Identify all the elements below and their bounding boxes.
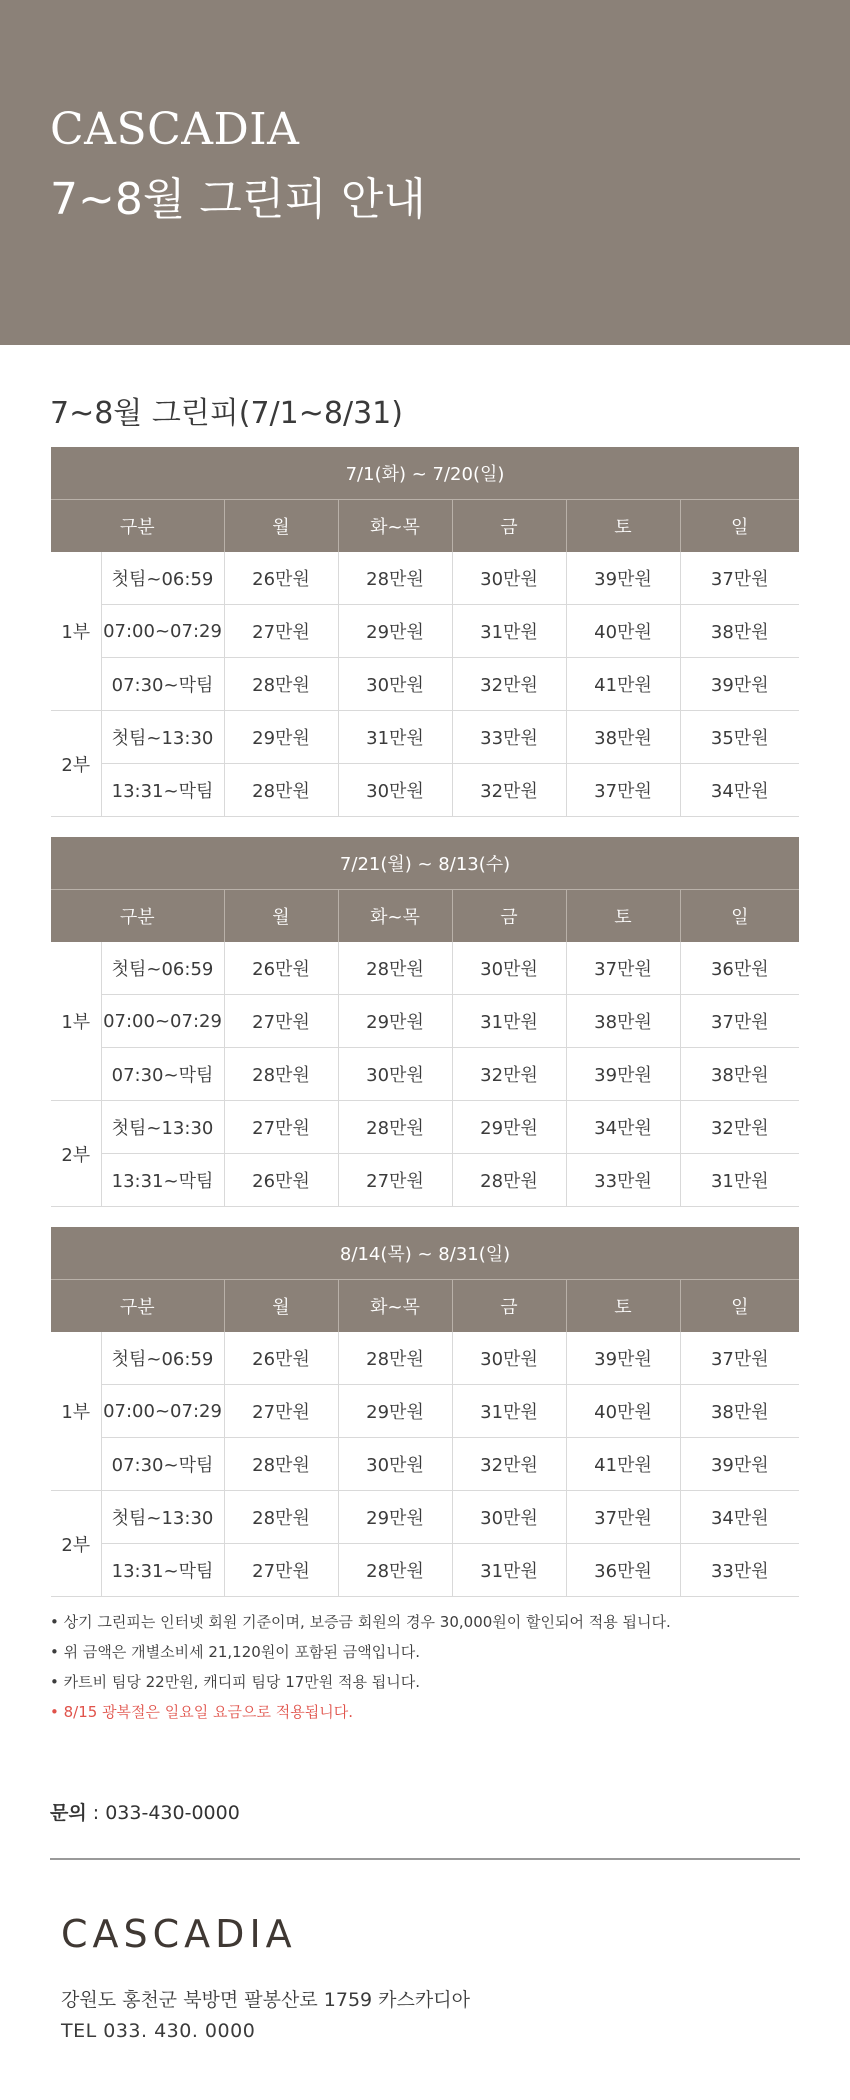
price-cell: 27만원 (224, 1544, 338, 1597)
price-table (51, 1227, 799, 1597)
time-range: 07:30~막팀 (101, 1048, 224, 1101)
price-cell: 30만원 (338, 1048, 452, 1101)
price-cell: 34만원 (680, 764, 799, 817)
inquiry (50, 1798, 240, 1825)
price-cell: 28만원 (338, 1101, 452, 1154)
price-cell: 40만원 (566, 1385, 680, 1438)
part-label: 1부 (51, 942, 101, 1101)
price-cell: 30만원 (338, 1438, 452, 1491)
price-cell: 38만원 (680, 1048, 799, 1101)
price-table (51, 837, 799, 1207)
price-cell: 37만원 (680, 995, 799, 1048)
table-row (51, 764, 799, 817)
price-table-2 (51, 837, 799, 1207)
price-cell: 36만원 (566, 1544, 680, 1597)
price-cell: 30만원 (452, 1491, 566, 1544)
divider (50, 1858, 800, 1860)
price-cell: 31만원 (452, 1544, 566, 1597)
price-cell: 29만원 (338, 1491, 452, 1544)
time-range: 첫팀~13:30 (101, 711, 224, 764)
time-range: 07:00~07:29 (101, 1385, 224, 1438)
price-cell: 31만원 (338, 711, 452, 764)
part-label: 2부 (51, 1491, 101, 1597)
table-row (51, 1101, 799, 1154)
price-cell: 38만원 (566, 711, 680, 764)
column-header: 월 (224, 1280, 338, 1333)
part-label: 2부 (51, 711, 101, 817)
price-cell: 34만원 (566, 1101, 680, 1154)
price-cell: 27만원 (224, 1101, 338, 1154)
price-cell: 29만원 (338, 995, 452, 1048)
price-cell: 38만원 (680, 1385, 799, 1438)
column-header: 일 (680, 500, 799, 553)
price-cell: 39만원 (566, 1048, 680, 1101)
price-cell: 29만원 (224, 711, 338, 764)
price-table (51, 447, 799, 817)
price-cell: 26만원 (224, 1154, 338, 1207)
price-cell: 29만원 (338, 1385, 452, 1438)
column-header: 화~목 (338, 890, 452, 943)
price-cell: 31만원 (452, 995, 566, 1048)
price-cell: 37만원 (566, 764, 680, 817)
table-row (51, 1438, 799, 1491)
price-cell: 30만원 (338, 658, 452, 711)
column-header: 화~목 (338, 1280, 452, 1333)
table-row (51, 1385, 799, 1438)
column-header: 구분 (51, 500, 224, 553)
table-row (51, 1048, 799, 1101)
column-header: 일 (680, 1280, 799, 1333)
price-cell: 37만원 (680, 1332, 799, 1385)
price-cell: 30만원 (338, 764, 452, 817)
part-label: 1부 (51, 1332, 101, 1491)
table-row (51, 1544, 799, 1597)
time-range: 13:31~막팀 (101, 1544, 224, 1597)
notes-list (50, 1607, 671, 1727)
price-cell: 28만원 (338, 1332, 452, 1385)
column-header: 금 (452, 1280, 566, 1333)
price-cell: 32만원 (452, 1048, 566, 1101)
price-cell: 28만원 (224, 1491, 338, 1544)
price-cell: 28만원 (224, 658, 338, 711)
price-cell: 41만원 (566, 1438, 680, 1491)
price-cell: 28만원 (452, 1154, 566, 1207)
price-cell: 28만원 (224, 1048, 338, 1101)
price-cell: 30만원 (452, 942, 566, 995)
column-header: 금 (452, 500, 566, 553)
note-item: • 위 금액은 개별소비세 21,120원이 포함된 금액입니다. (50, 1643, 421, 1661)
column-header: 구분 (51, 890, 224, 943)
price-cell: 39만원 (566, 1332, 680, 1385)
inquiry-separator: : (86, 1802, 106, 1824)
price-cell: 29만원 (338, 605, 452, 658)
column-header: 토 (566, 500, 680, 553)
price-cell: 33만원 (566, 1154, 680, 1207)
note-item: • 카트비 팀당 22만원, 캐디피 팀당 17만원 적용 됩니다. (50, 1673, 421, 1691)
price-cell: 27만원 (224, 995, 338, 1048)
price-cell: 28만원 (338, 552, 452, 605)
time-range: 07:00~07:29 (101, 605, 224, 658)
table-row (51, 552, 799, 605)
column-header: 토 (566, 1280, 680, 1333)
price-cell: 31만원 (680, 1154, 799, 1207)
price-cell: 30만원 (452, 1332, 566, 1385)
price-cell: 39만원 (680, 658, 799, 711)
price-cell: 28만원 (338, 942, 452, 995)
part-label: 2부 (51, 1101, 101, 1207)
time-range: 07:30~막팀 (101, 1438, 224, 1491)
table-row (51, 1491, 799, 1544)
table-row (51, 711, 799, 764)
price-cell: 36만원 (680, 942, 799, 995)
price-cell: 39만원 (566, 552, 680, 605)
price-cell: 41만원 (566, 658, 680, 711)
hero-brand: CASCADIA (50, 104, 300, 155)
part-label: 1부 (51, 552, 101, 711)
time-range: 13:31~막팀 (101, 1154, 224, 1207)
section-title: 7~8월 그린피(7/1~8/31) (50, 396, 403, 431)
price-cell: 32만원 (452, 658, 566, 711)
inquiry-label: 문의 (50, 1802, 87, 1824)
column-header: 금 (452, 890, 566, 943)
price-cell: 31만원 (452, 1385, 566, 1438)
column-header: 월 (224, 890, 338, 943)
period-header: 7/21(월) ~ 8/13(수) (51, 837, 799, 890)
period-header: 7/1(화) ~ 7/20(일) (51, 447, 799, 500)
time-range: 첫팀~06:59 (101, 1332, 224, 1385)
price-cell: 32만원 (452, 764, 566, 817)
hero-banner (0, 0, 850, 345)
footer-address: 강원도 홍천군 북방면 팔봉산로 1759 카스카디아 (61, 1989, 470, 2011)
table-row (51, 1154, 799, 1207)
price-cell: 27만원 (338, 1154, 452, 1207)
price-cell: 27만원 (224, 1385, 338, 1438)
table-row (51, 1332, 799, 1385)
price-cell: 33만원 (452, 711, 566, 764)
note-item: • 상기 그린피는 인터넷 회원 기준이며, 보증금 회원의 경우 30,000원이 할인되어 적용 됩니다. (50, 1613, 671, 1631)
price-cell: 35만원 (680, 711, 799, 764)
price-cell: 37만원 (566, 942, 680, 995)
column-header: 화~목 (338, 500, 452, 553)
price-cell: 40만원 (566, 605, 680, 658)
table-row (51, 658, 799, 711)
price-cell: 26만원 (224, 1332, 338, 1385)
price-cell: 31만원 (452, 605, 566, 658)
time-range: 첫팀~13:30 (101, 1101, 224, 1154)
price-cell: 38만원 (680, 605, 799, 658)
price-table-1 (51, 447, 799, 817)
price-cell: 37만원 (680, 552, 799, 605)
price-cell: 32만원 (452, 1438, 566, 1491)
price-cell: 26만원 (224, 942, 338, 995)
price-cell: 26만원 (224, 552, 338, 605)
price-cell: 30만원 (452, 552, 566, 605)
price-cell: 32만원 (680, 1101, 799, 1154)
time-range: 13:31~막팀 (101, 764, 224, 817)
column-header: 일 (680, 890, 799, 943)
time-range: 07:30~막팀 (101, 658, 224, 711)
table-row (51, 942, 799, 995)
price-table-3 (51, 1227, 799, 1597)
inquiry-phone: 033-430-0000 (105, 1802, 240, 1824)
time-range: 첫팀~13:30 (101, 1491, 224, 1544)
note-item: • 8/15 광복절은 일요일 요금으로 적용됩니다. (50, 1703, 353, 1721)
price-cell: 28만원 (224, 764, 338, 817)
price-cell: 38만원 (566, 995, 680, 1048)
table-row (51, 605, 799, 658)
price-cell: 29만원 (452, 1101, 566, 1154)
footer-logo: CASCADIA (61, 1912, 297, 1956)
price-cell: 34만원 (680, 1491, 799, 1544)
column-header: 월 (224, 500, 338, 553)
price-cell: 33만원 (680, 1544, 799, 1597)
time-range: 첫팀~06:59 (101, 552, 224, 605)
hero-title: 7~8월 그린피 안내 (50, 174, 426, 225)
period-header: 8/14(목) ~ 8/31(일) (51, 1227, 799, 1280)
column-header: 토 (566, 890, 680, 943)
time-range: 07:00~07:29 (101, 995, 224, 1048)
price-cell: 27만원 (224, 605, 338, 658)
time-range: 첫팀~06:59 (101, 942, 224, 995)
column-header: 구분 (51, 1280, 224, 1333)
price-cell: 28만원 (338, 1544, 452, 1597)
footer-tel: TEL 033. 430. 0000 (61, 2020, 256, 2042)
table-row (51, 995, 799, 1048)
price-cell: 37만원 (566, 1491, 680, 1544)
price-cell: 28만원 (224, 1438, 338, 1491)
price-cell: 39만원 (680, 1438, 799, 1491)
